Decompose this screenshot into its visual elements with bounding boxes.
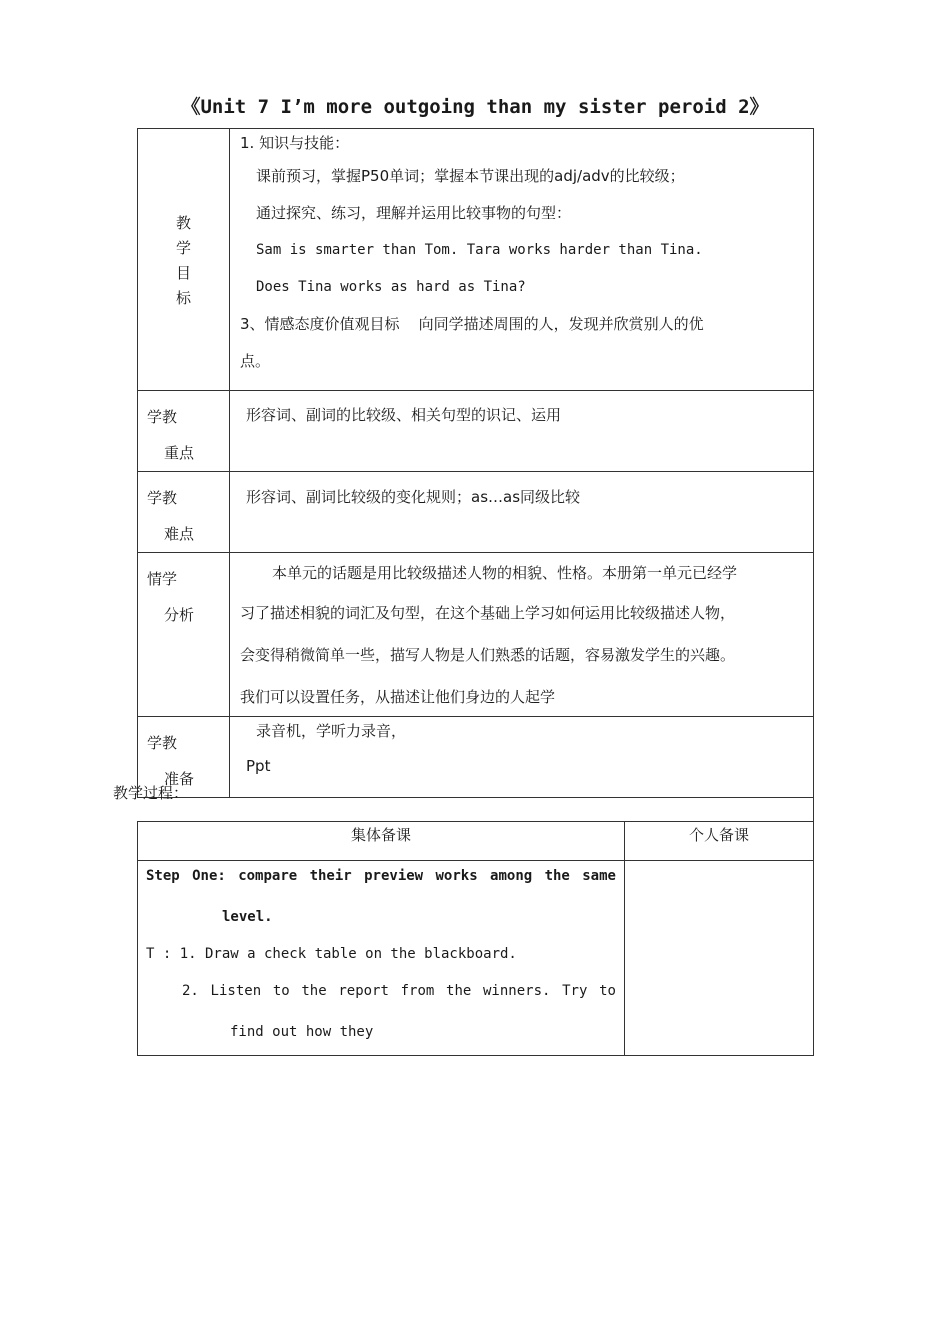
step-one-content	[138, 861, 624, 1051]
analysis-row	[138, 553, 814, 717]
objectives-label: 教 学 目 标	[175, 214, 191, 307]
key-points-label-1: 学教	[147, 408, 178, 426]
difficulties-label-2: 难点	[164, 525, 195, 543]
lesson-plan-table	[137, 128, 814, 798]
personal-prep-header: 个人备课	[625, 821, 814, 860]
personal-prep-cell	[625, 860, 814, 1055]
objectives-content: 1. 知识与技能： 课前预习，掌握P50单词；掌握本节课出现的adj/adv的比较级； 通过探究、练习，理解并运用比较事物的句型： Sam is smarter than Tom. Tara works harder than Tina. Does Tina works as hard as Tina? 3、情感态度价值观目标 向同学描述周围的人，发现并欣赏别人的优 点。	[240, 134, 704, 370]
difficulties-text: 形容词、副词比较级的变化规则；as…as同级比较	[246, 488, 581, 506]
difficulties-row	[138, 472, 814, 553]
process-label-row	[138, 778, 814, 821]
step-one-t1: T : 1. Draw a check table on the blackboard.	[146, 945, 517, 962]
step-one-t2-cont: find out how they	[230, 1023, 374, 1040]
preparation-label-2: 准备	[164, 770, 195, 788]
difficulties-label-1: 学教	[147, 489, 178, 507]
process-table	[137, 778, 814, 1056]
process-header-row	[138, 821, 814, 860]
key-points-text: 形容词、副词的比较级、相关句型的识记、运用	[246, 406, 562, 424]
key-points-row	[138, 391, 814, 472]
analysis-label-1: 情学	[147, 570, 178, 588]
objectives-row	[138, 129, 814, 391]
process-label: 教学过程：	[113, 784, 189, 802]
preparation-label-1: 学教	[147, 734, 178, 752]
analysis-content: 本单元的话题是用比较级描述人物的相貌、性格。本册第一单元已经学 习了描述相貌的词汇及句型，在这个基础上学习如何运用比较级描述人物， 会变得稍微简单一些，描写人物是人们熟悉的话题，容易激发学生的兴趣。 我们可以设置任务，从描述让他们身边的人起学	[240, 564, 738, 706]
document-title: 《Unit 7 I’m more outgoing than my sister peroid 2》	[181, 96, 769, 118]
key-points-label-2: 重点	[164, 444, 195, 462]
step-one-t2: 2. Listen to the report from the winners. Try to	[182, 982, 616, 999]
preparation-content: 录音机，学听力录音， Ppt	[246, 722, 407, 775]
group-prep-header: 集体备课	[138, 821, 625, 860]
step-one-row	[138, 860, 814, 1055]
step-one-title: Step One: compare their preview works among the same	[146, 867, 616, 884]
analysis-label-2: 分析	[164, 606, 195, 624]
step-one-title-cont: level.	[222, 908, 273, 925]
